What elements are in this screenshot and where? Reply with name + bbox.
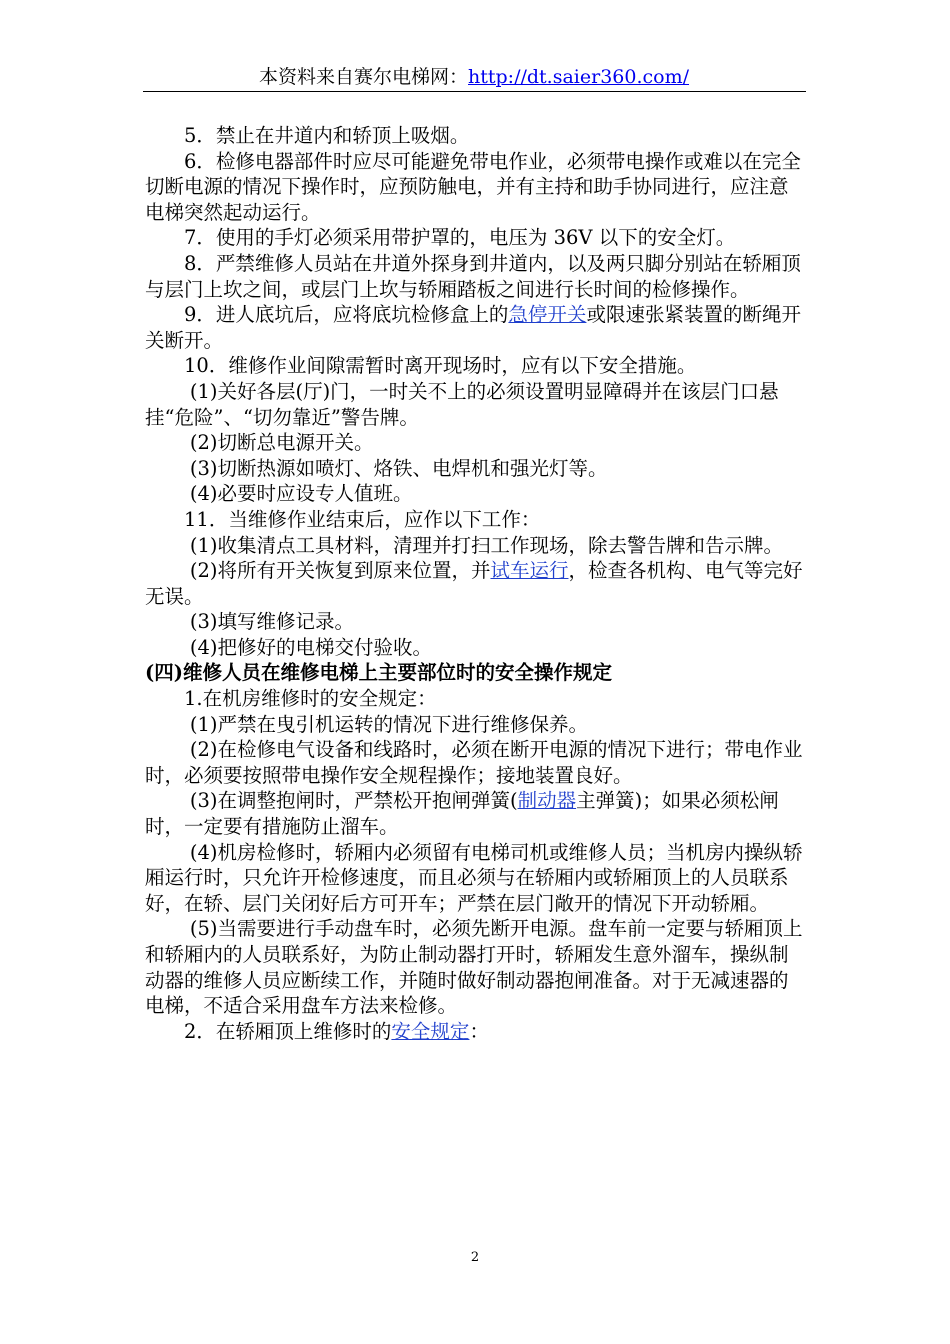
paragraph [145,149,807,226]
paragraph-text: 10．维修作业间隙需暂时离开现场时，应有以下安全措施。 [184,354,697,378]
paragraph-text: (2)将所有开关恢复到原来位置，并 [189,559,491,583]
paragraph-text: 1.在机房维修时的安全规定： [184,687,437,711]
paragraph [145,609,807,635]
header-divider [143,91,806,92]
paragraph [145,686,807,712]
paragraph-text: ，检查各机构、电气等完好无误。 [145,559,803,608]
paragraph [145,225,807,251]
paragraph-text: 或限速张紧装置的断绳开关断开。 [145,303,801,352]
paragraph-text: (3)填写维修记录。 [189,610,354,634]
paragraph [145,481,807,507]
paragraph-text: (1)收集清点工具材料，清理并打扫工作现场，除去警告牌和告示牌。 [189,533,783,557]
inline-link[interactable]: 安全规定 [391,1019,470,1043]
paragraph [145,123,807,149]
paragraph-text: (4)必要时应设专人值班。 [189,482,413,506]
paragraph-text: (3)在调整抱闸时，严禁松开抱闸弹簧( [189,789,518,813]
paragraph [145,507,807,533]
paragraph-text: (4)把修好的电梯交付验收。 [189,635,432,659]
inline-link[interactable]: 急停开关 [508,303,587,327]
paragraph-text: 6．检修电器部件时应尽可能避免带电作业，必须带电操作或难以在完全切断电源的情况下操作时，应预防触电，并有主持和助手协同进行，应注意电梯突然起动运行。 [145,149,801,224]
paragraph [145,251,807,302]
paragraph [145,533,807,559]
paragraph [145,302,807,353]
document-body [145,123,807,1044]
page-number: 2 [470,1250,480,1265]
paragraph-text: (四)维修人员在维修电梯上主要部位时的安全操作规定 [145,661,612,685]
paragraph-text: 11．当维修作业结束后，应作以下工作： [184,507,541,531]
paragraph [145,1019,807,1045]
inline-link[interactable]: 制动器 [517,789,577,813]
paragraph-text: 2．在轿厢顶上维修时的 [184,1019,392,1043]
paragraph [145,558,807,609]
paragraph-text: 8．严禁维修人员站在井道外探身到井道内，以及两只脚分别站在轿厢顶与层门上坎之间，或层门上坎与轿厢踏板之间进行长时间的检修操作。 [145,251,801,301]
paragraph-text: 主弹簧)；如果必须松闸时，一定要有措施防止溜车。 [145,789,779,839]
paragraph-text: 9．进人底坑后，应将底坑检修盒上的 [184,303,509,327]
paragraph [145,840,807,917]
paragraph [145,737,807,788]
paragraph-text: (4)机房检修时，轿厢内必须留有电梯司机或维修人员；当机房内操纵轿厢运行时，只允许开检修速度，而且必须与在轿厢内或轿厢顶上的人员联系好，在轿、层门关闭好后方可开车；严禁在层门敞开的情况下开动轿厢。 [145,840,803,915]
paragraph [145,379,807,430]
paragraph [145,916,807,1018]
paragraph-text: (3)切断热源如喷灯、烙铁、电焊机和强光灯等。 [189,456,608,480]
paragraph-text: 7．使用的手灯必须采用带护罩的，电压为 36V 以下的安全灯。 [184,226,736,250]
header-source-text: 本资料来自赛尔电梯网： [258,66,468,88]
section-heading [145,660,807,686]
paragraph [145,635,807,661]
paragraph-text: 5．禁止在井道内和轿顶上吸烟。 [184,124,470,147]
paragraph [145,788,807,839]
paragraph-text: (1)关好各层(厅)门，一时关不上的必须设置明显障碍并在该层门口悬挂“危险”、“切勿靠近”警告牌。 [145,379,779,429]
page-header [143,64,805,90]
paragraph-text: (5)当需要进行手动盘车时，必须先断开电源。盘车前一定要与轿厢顶上和轿厢内的人员联系好，为防止制动器打开时，轿厢发生意外溜车，操纵制动器的维修人员应断续工作，并随时做好制动器抱闸准备。对于无减速器的电梯，不适合采用盘车方法来检修。 [145,917,803,1018]
paragraph-text: (1)严禁在曳引机运转的情况下进行维修保养。 [189,712,588,736]
paragraph [145,456,807,482]
paragraph-text: (2)在检修电气设备和线路时，必须在断开电源的情况下进行；带电作业时，必须要按照带电操作安全规程操作；接地装置良好。 [145,738,803,787]
paragraph [145,430,807,456]
paragraph-text: ： [469,1019,489,1043]
paragraph [145,353,807,379]
inline-link[interactable]: 试车运行 [490,559,569,583]
header-source-link[interactable]: http://dt.saier360.com/ [468,66,689,88]
paragraph [145,712,807,738]
paragraph-text: (2)切断总电源开关。 [189,431,374,455]
